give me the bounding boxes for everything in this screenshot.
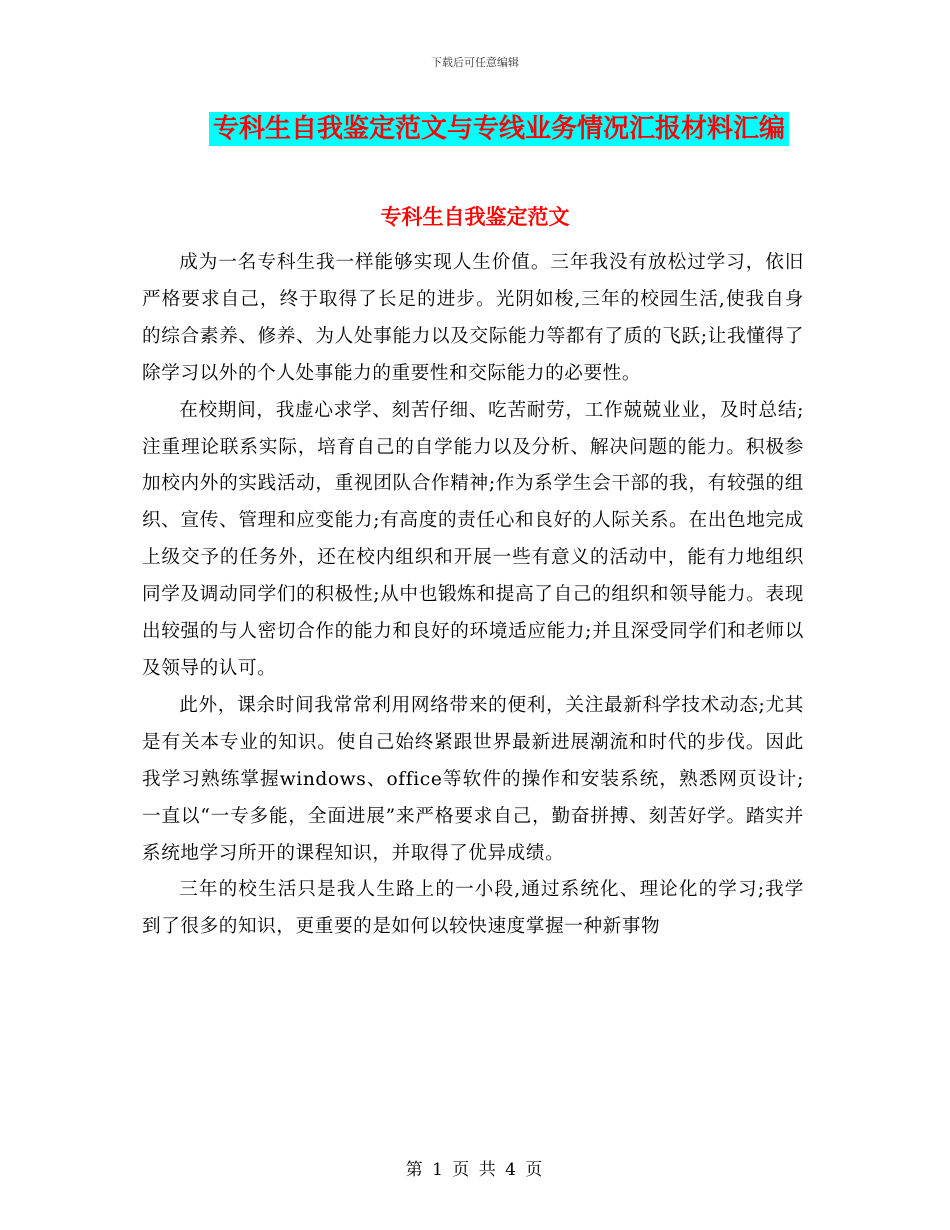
main-title-container (0, 112, 950, 146)
paragraph-4: 三年的校生活只是我人生路上的一小段,通过系统化、理论化的学习;我学到了很多的知识，更重要的是如何以较快速度掌握一种新事物 (142, 879, 804, 938)
header-note: 下载后可任意编辑 (431, 56, 519, 69)
main-title: 专科生自我鉴定范文与专线业务情况汇报材料汇编 (209, 112, 789, 146)
paragraph-3: 此外，课余时间我常常利用网络带来的便利，关注最新科学技术动态;尤其是有关本专业的知识。使自己始终紧跟世界最新进展潮流和时代的步伐。因此我学习熟练掌握windows、office等软件的操作和安装系统，熟悉网页设计;一直以“一专多能，全面进展”来严格要求自己，勤奋拼搏、刻苦好学。踏实并系统地学习所开的课程知识，并取得了优异成绩。 (142, 694, 804, 864)
body-text (142, 245, 804, 946)
paragraph-2: 在校期间，我虚心求学、刻苦仔细、吃苦耐劳，工作兢兢业业，及时总结;注重理论联系实际，培育自己的自学能力以及分析、解决问题的能力。积极参加校内外的实践活动，重视团队合作精神;作为系学生会干部的我，有较强的组织、宣传、管理和应变能力;有高度的责任心和良好的人际关系。在出色地完成上级交予的任务外，还在校内组织和开展一些有意义的活动中，能有力地组织同学及调动同学们的积极性;从中也锻炼和提高了自己的组织和领导能力。表现出较强的与人密切合作的能力和良好的环境适应能力;并且深受同学们和老师以及领导的认可。 (142, 399, 804, 679)
section-title: 专科生自我鉴定范文 (380, 204, 570, 229)
page-number: 第 1 页 共 4 页 (405, 1160, 545, 1180)
paragraph-1: 成为一名专科生我一样能够实现人生价值。三年我没有放松过学习，依旧严格要求自己，终于取得了长足的进步。光阴如梭,三年的校园生活,使我自身的综合素养、修养、为人处事能力以及交际能力等都有了质的飞跃;让我懂得了除学习以外的个人处事能力的重要性和交际能力的必要性。 (142, 252, 804, 384)
